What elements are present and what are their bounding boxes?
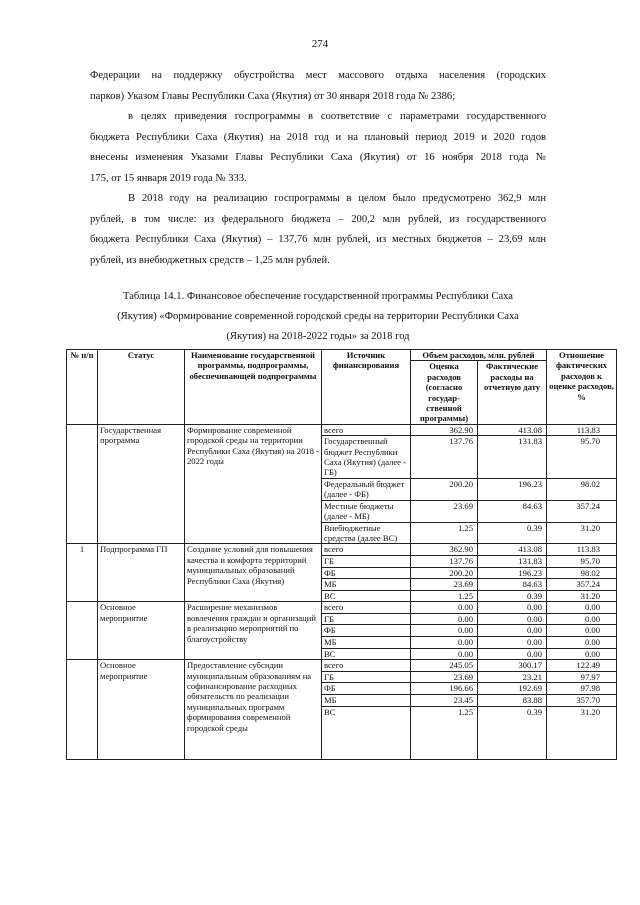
- caption-line-2: (Якутия) «Формирование современной городской среды на территории Республики Саха: [117, 311, 519, 322]
- row-source: ВС: [322, 706, 411, 759]
- row-source: Государственный бюджет Республики Саха (Якутия) (далее - ГБ): [322, 436, 411, 479]
- row-source: ВС: [322, 648, 411, 660]
- row-ratio: 0.00: [547, 602, 617, 614]
- paragraph-1-line-1: Федерации на поддержку обустройства мест массового отдыха населения (городских: [90, 70, 546, 81]
- row-source: ГБ: [322, 555, 411, 567]
- row-ratio: 357.70: [547, 695, 617, 707]
- row-ratio: 113.83: [547, 544, 617, 556]
- row-estimate: 362.90: [411, 544, 478, 556]
- financing-table: [66, 349, 617, 760]
- row-actual: 23.21: [478, 671, 547, 683]
- row-num: 1: [67, 544, 98, 602]
- row-actual: 413.08: [478, 424, 547, 435]
- row-estimate: 23.69: [411, 671, 478, 683]
- row-estimate: 1.25: [411, 590, 478, 602]
- row-name: Расширение механизмов вовлечения граждан и организаций в реализацию мероприятий по благоустройству: [185, 602, 322, 660]
- row-ratio: 31.20: [547, 706, 617, 759]
- row-estimate: 23.69: [411, 500, 478, 522]
- paragraph-2-line-3: внесены изменения Указами Главы Республики Саха (Якутия) от 16 ноября 2018 года №: [90, 152, 546, 163]
- table-row: [67, 424, 617, 435]
- row-estimate: 245.05: [411, 660, 478, 672]
- row-estimate: 0.00: [411, 637, 478, 649]
- row-status: Основное мероприятие: [98, 602, 185, 660]
- row-ratio: 31.20: [547, 522, 617, 544]
- row-ratio: 97.98: [547, 683, 617, 695]
- row-source: ФБ: [322, 625, 411, 637]
- row-estimate: 0.00: [411, 602, 478, 614]
- row-actual: 0.00: [478, 625, 547, 637]
- row-source: Местные бюджеты (далее - МБ): [322, 500, 411, 522]
- row-actual: 300.17: [478, 660, 547, 672]
- header-estimate: Оценка расходов (согласно государ-ственной программы): [411, 361, 478, 424]
- row-actual: 413.08: [478, 544, 547, 556]
- row-actual: 0.00: [478, 637, 547, 649]
- row-actual: 0.39: [478, 590, 547, 602]
- paragraph-2-line-2: бюджета Республики Саха (Якутия) на 2018 год и на плановый период 2019 и 2020 годов: [90, 131, 546, 143]
- row-estimate: 362.90: [411, 424, 478, 435]
- row-actual: 131.83: [478, 436, 547, 479]
- row-estimate: 200.20: [411, 478, 478, 500]
- header-status: Статус: [98, 350, 185, 425]
- row-actual: 84.63: [478, 579, 547, 591]
- row-actual: 0.00: [478, 648, 547, 660]
- row-estimate: 23.45: [411, 695, 478, 707]
- row-actual: 0.00: [478, 602, 547, 614]
- paragraph-2-line-1: в целях приведения госпрограммы в соответствие с параметрами государственного: [128, 111, 546, 122]
- row-actual: 0.00: [478, 613, 547, 625]
- row-ratio: 0.00: [547, 625, 617, 637]
- row-actual: 196.23: [478, 478, 547, 500]
- row-ratio: 97.97: [547, 671, 617, 683]
- row-num: [67, 602, 98, 660]
- row-source: всего: [322, 660, 411, 672]
- row-ratio: 122.49: [547, 660, 617, 672]
- row-source: ГБ: [322, 671, 411, 683]
- header-num: № п/п: [67, 350, 98, 425]
- row-source: МБ: [322, 579, 411, 591]
- row-actual: 192.69: [478, 683, 547, 695]
- row-source: Федеральный бюджет (далее - ФБ): [322, 478, 411, 500]
- row-source: всего: [322, 602, 411, 614]
- row-source: ГБ: [322, 613, 411, 625]
- row-estimate: 200.20: [411, 567, 478, 579]
- row-num: [67, 424, 98, 543]
- row-ratio: 0.00: [547, 613, 617, 625]
- row-ratio: 357.24: [547, 579, 617, 591]
- row-ratio: 98.02: [547, 478, 617, 500]
- paragraph-3-line-1: В 2018 году на реализацию госпрограммы в целом было предусмотрено 362,9 млн: [128, 193, 546, 204]
- page-number: 274: [311, 38, 329, 50]
- row-estimate: 137.76: [411, 436, 478, 479]
- row-ratio: 31.20: [547, 590, 617, 602]
- row-estimate: 23.69: [411, 579, 478, 591]
- row-name: Предоставление субсидии муниципальным образованиям на софинансирование расходных обязательств по реализации муниципальных программ формирования современной городской среды: [185, 660, 322, 759]
- row-num: [67, 660, 98, 759]
- caption-line-3: (Якутия) на 2018-2022 годы» за 2018 год: [226, 331, 410, 342]
- header-source: Источник финансирования: [322, 350, 411, 425]
- row-estimate: 137.76: [411, 555, 478, 567]
- table-row: [67, 602, 617, 614]
- row-estimate: 1.25: [411, 706, 478, 759]
- row-ratio: 357.24: [547, 500, 617, 522]
- row-estimate: 0.00: [411, 625, 478, 637]
- table-row: [67, 660, 617, 672]
- row-estimate: 0.00: [411, 648, 478, 660]
- row-status: Основное мероприятие: [98, 660, 185, 759]
- row-actual: 83.88: [478, 695, 547, 707]
- paragraph-3-line-3: бюджета Республики Саха (Якутия) – 137,76 млн рублей, из местных бюджетов – 23,69 млн: [90, 234, 546, 245]
- row-ratio: 95.70: [547, 436, 617, 479]
- row-actual: 84.63: [478, 500, 547, 522]
- table-row: [67, 544, 617, 556]
- row-status: Подпрограмма ГП: [98, 544, 185, 602]
- paragraph-1-line-2: парков) Указом Главы Республики Саха (Якутия) от 30 января 2018 года № 2386;: [90, 90, 456, 102]
- header-actual: Фактические расходы на отчетную дату: [478, 361, 547, 424]
- row-actual: 131.83: [478, 555, 547, 567]
- row-name: Создание условий для повышения качества и комфорта территорий муниципальных образований Республики Саха (Якутия): [185, 544, 322, 602]
- row-name: Формирование современной городской среды на территории Республики Саха (Якутия) на 2018 - 2022 годы: [185, 424, 322, 543]
- row-ratio: 98.02: [547, 567, 617, 579]
- row-ratio: 0.00: [547, 648, 617, 660]
- row-estimate: 196.66: [411, 683, 478, 695]
- row-estimate: 0.00: [411, 613, 478, 625]
- paragraph-3-line-4: рублей, из внебюджетных средств – 1,25 млн рублей.: [90, 254, 330, 266]
- row-source: ВС: [322, 590, 411, 602]
- paragraph-3-line-2: рублей, в том числе: из федерального бюджета – 200,2 млн рублей, из государственного: [90, 213, 546, 225]
- row-source: всего: [322, 544, 411, 556]
- row-source: МБ: [322, 695, 411, 707]
- row-ratio: 113.83: [547, 424, 617, 435]
- header-volume: Объем расходов, млн. рублей: [411, 350, 547, 361]
- table-caption: [90, 287, 546, 347]
- row-source: ФБ: [322, 567, 411, 579]
- paragraph-2-line-4: 175, от 15 января 2019 года № 333.: [90, 172, 247, 184]
- row-source: МБ: [322, 637, 411, 649]
- row-actual: 0.39: [478, 706, 547, 759]
- row-ratio: 95.70: [547, 555, 617, 567]
- row-source: всего: [322, 424, 411, 435]
- row-status: Государственная программа: [98, 424, 185, 543]
- caption-line-1: Таблица 14.1. Финансовое обеспечение государственной программы Республики Саха: [122, 291, 514, 302]
- row-actual: 0.39: [478, 522, 547, 544]
- row-estimate: 1.25: [411, 522, 478, 544]
- row-source: Внебюджетные средства (далее ВС): [322, 522, 411, 544]
- header-name: Наименование государственной программы, подпрограммы, обеспечивающей подпрограммы: [185, 350, 322, 425]
- table-header-row: [67, 350, 617, 361]
- row-actual: 196.23: [478, 567, 547, 579]
- row-ratio: 0.00: [547, 637, 617, 649]
- row-source: ФБ: [322, 683, 411, 695]
- header-ratio: Отношение фактических расходов к оценке расходов, %: [547, 350, 617, 425]
